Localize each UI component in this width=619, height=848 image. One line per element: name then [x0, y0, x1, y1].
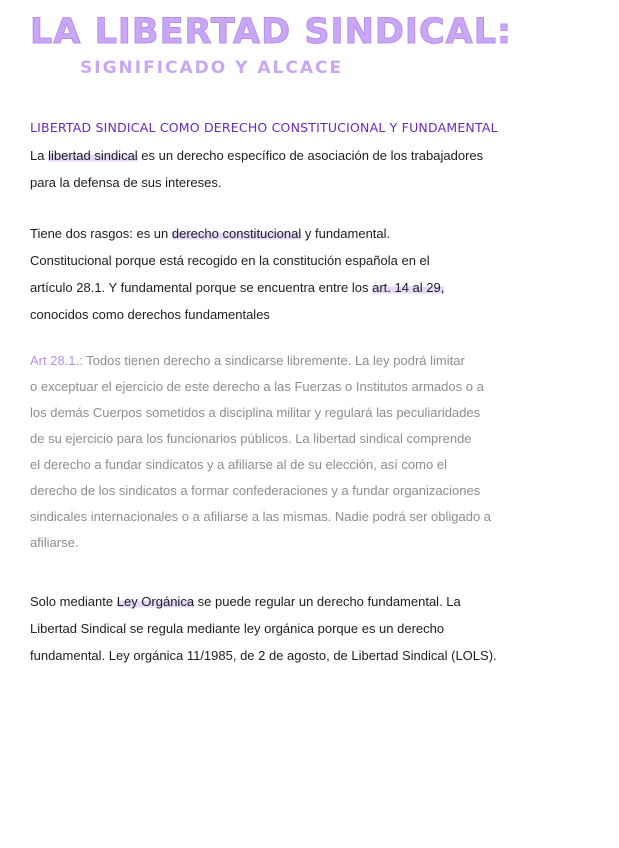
text-line [30, 348, 595, 374]
section-heading: LIBERTAD SINDICAL COMO DERECHO CONSTITUCIONAL Y FUNDAMENTAL [30, 120, 498, 135]
text-line: de su ejercicio para los funcionarios públicos. La libertad sindical comprende [30, 431, 472, 446]
text-line [30, 274, 595, 301]
text-line: conocidos como derechos fundamentales [30, 307, 270, 322]
page-title: LA LIBERTAD SINDICAL: [30, 12, 513, 52]
paragraph-article-quote [30, 348, 595, 556]
text-line: sindicales internacionales o a afiliarse a las mismas. Nadie podrá ser obligado a [30, 509, 492, 524]
highlighted-text: derecho constitucional [171, 226, 302, 241]
text-span: artículo 28.1. Y fundamental porque se encuentra entre los [30, 280, 373, 295]
text-line [30, 588, 595, 615]
article-label: Art 28.1.: [30, 353, 83, 368]
text-span: se puede regular un derecho fundamental. La [194, 594, 461, 609]
text-line: derecho de los sindicatos a formar confederaciones y a fundar organizaciones [30, 483, 481, 498]
text-span: Solo mediante [30, 594, 117, 609]
text-span: La [30, 148, 49, 163]
text-line: Constitucional porque está recogido en la constitución española en el [30, 253, 430, 268]
paragraph-rasgos [30, 220, 595, 328]
text-line: afiliarse. [30, 535, 79, 550]
text-line: los demás Cuerpos sometidos a disciplina militar y regulará las peculiaridades [30, 405, 481, 420]
paragraph-definition [30, 142, 595, 196]
text-span: Tiene dos rasgos: es un [30, 226, 172, 241]
text-span: Todos tienen derecho a sindicarse libremente. La ley podrá limitar [82, 353, 465, 368]
highlighted-text: Ley Orgánica [116, 594, 195, 609]
text-line: el derecho a fundar sindicatos y a afiliarse al de su elección, así como el [30, 457, 447, 472]
text-line: para la defensa de sus intereses. [30, 175, 222, 190]
text-line [30, 220, 595, 247]
page-subtitle: SIGNIFICADO Y ALCACE [80, 58, 344, 78]
highlighted-text: art. 14 al 29, [372, 280, 445, 295]
text-line: o exceptuar el ejercicio de este derecho a las Fuerzas o Institutos armados o a [30, 379, 484, 394]
text-line: Libertad Sindical se regula mediante ley orgánica porque es un derecho [30, 621, 445, 636]
text-span: es un derecho específico de asociación de los trabajadores [137, 148, 484, 163]
paragraph-ley-organica [30, 588, 595, 669]
text-line [30, 142, 595, 169]
highlighted-text: libertad sindical [48, 148, 138, 163]
text-span: y fundamental. [301, 226, 391, 241]
text-line: fundamental. Ley orgánica 11/1985, de 2 de agosto, de Libertad Sindical (LOLS). [30, 648, 497, 663]
